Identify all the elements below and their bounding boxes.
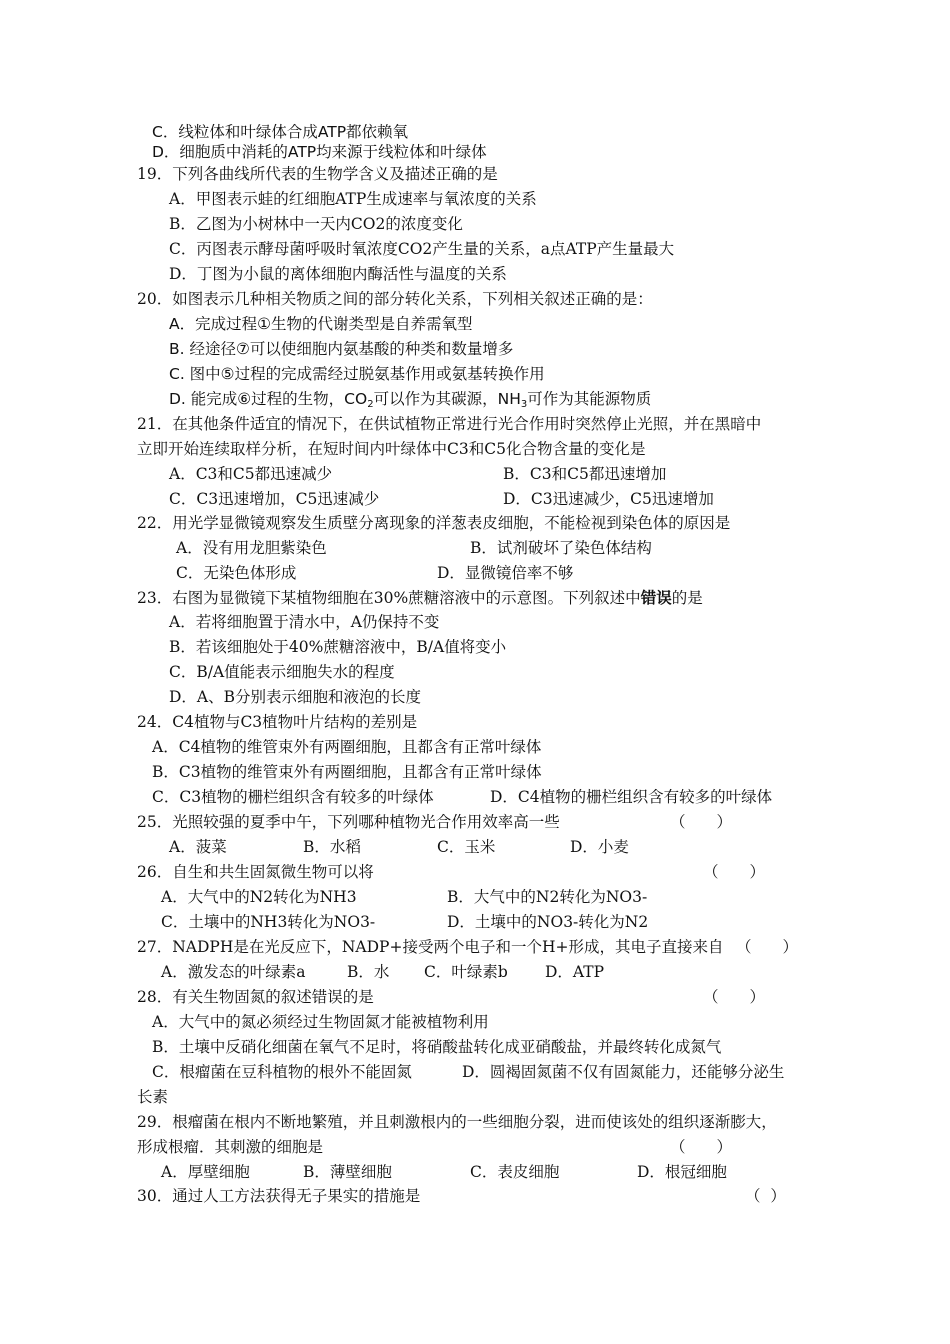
q29-option-d: D．根冠细胞	[637, 1163, 727, 1181]
q29-option-c: C．表皮细胞	[470, 1163, 560, 1181]
q30-answer-blank: （ ）	[745, 1187, 786, 1205]
q24-option-c: C．C3植物的栅栏组织含有较多的叶绿体	[152, 788, 434, 806]
q20-d-part2: 可以作为其碳源，NH	[373, 390, 521, 408]
q26-option-c: C．土壤中的NH3转化为NO3-	[161, 913, 376, 931]
q28-option-a: A．大气中的氮必须经过生物固氮才能被植物利用	[152, 1013, 489, 1031]
q26-option-b: B．大气中的N2转化为NO3-	[447, 888, 648, 906]
q28-answer-blank: （ ）	[703, 988, 766, 1006]
q28-option-b: B．土壤中反硝化细菌在氧气不足时，将硝酸盐转化成亚硝酸盐，并最终转化成氮气	[152, 1038, 722, 1056]
q19-option-d: D．丁图为小鼠的离体细胞内酶活性与温度的关系	[169, 265, 507, 283]
q28-option-d-cont: 长素	[137, 1088, 169, 1106]
q25-option-c: C．玉米	[437, 838, 496, 856]
q29-option-a: A．厚壁细胞	[161, 1163, 250, 1181]
q23-stem-part1: 23．右图为显微镜下某植物细胞在30%蔗糖溶液中的示意图。下列叙述中	[137, 589, 641, 607]
q25-option-b: B．水稻	[303, 838, 361, 856]
q29-option-b: B．薄壁细胞	[303, 1163, 392, 1181]
q19-option-a: A．甲图表示蛙的红细胞ATP生成速率与氧浓度的关系	[169, 190, 537, 208]
q23-option-d: D．A、B分别表示细胞和液泡的长度	[169, 688, 422, 706]
q28-stem: 28．有关生物固氮的叙述错误的是	[137, 988, 374, 1006]
q19-option-b: B．乙图为小树林中一天内CO2的浓度变化	[169, 215, 463, 233]
q23-option-c: C．B/A值能表示细胞失水的程度	[169, 663, 395, 681]
q26-stem: 26．自生和共生固氮微生物可以将	[137, 863, 374, 881]
q20-d-part3: 可作为其能源物质	[527, 390, 652, 408]
q23-stem-part2: 的是	[671, 589, 703, 607]
q28-option-d: D．圆褐固氮菌不仅有固氮能力，还能够分泌生	[462, 1063, 785, 1081]
co2-subscript: 2	[367, 399, 374, 410]
q21-option-b: B．C3和C5都迅速增加	[503, 465, 667, 483]
q19-stem: 19．下列各曲线所代表的生物学含义及描述正确的是	[137, 165, 498, 183]
q29-stem-line2: 形成根瘤．其刺激的细胞是	[137, 1138, 324, 1156]
q18-option-d: D．细胞质中消耗的ATP均来源于线粒体和叶绿体	[152, 143, 487, 161]
q23-option-b: B．若该细胞处于40%蔗糖溶液中，B/A值将变小	[169, 638, 507, 656]
nh3-subscript: 3	[520, 399, 528, 410]
q30-stem: 30．通过人工方法获得无子果实的措施是	[137, 1187, 421, 1205]
q25-answer-blank: （ ）	[670, 813, 733, 831]
q19-option-c: C．丙图表示酵母菌呼吸时氧浓度CO2产生量的关系，a点ATP产生量最大	[169, 240, 675, 258]
q25-option-a: A．菠菜	[169, 838, 227, 856]
q26-answer-blank: （ ）	[703, 863, 766, 881]
q27-answer-blank: （ ）	[736, 938, 799, 956]
q20-option-b: B. 经途径⑦可以使细胞内氨基酸的种类和数量增多	[169, 340, 514, 358]
q20-option-c: C. 图中⑤过程的完成需经过脱氨基作用或氨基转换作用	[169, 365, 545, 383]
q21-stem-line1: 21．在其他条件适宜的情况下，在供试植物正常进行光合作用时突然停止光照，并在黑暗中	[137, 415, 762, 433]
q25-option-d: D．小麦	[570, 838, 629, 856]
q27-option-a: A．激发态的叶绿素a	[161, 963, 306, 981]
q22-option-c: C．无染色体形成	[176, 564, 297, 582]
q23-stem	[137, 587, 703, 609]
q20-stem: 20．如图表示几种相关物质之间的部分转化关系，下列相关叙述正确的是：	[137, 290, 653, 308]
q24-option-a: A．C4植物的维管束外有两圈细胞，且都含有正常叶绿体	[152, 738, 542, 756]
q28-option-c: C．根瘤菌在豆科植物的根外不能固氮	[152, 1063, 412, 1081]
q24-stem: 24．C4植物与C3植物叶片结构的差别是	[137, 713, 418, 731]
q27-stem: 27．NADPH是在光反应下，NADP+接受两个电子和一个H+形成，其电子直接来自	[137, 938, 724, 956]
q24-option-b: B．C3植物的维管束外有两圈细胞，且都含有正常叶绿体	[152, 763, 542, 781]
q26-option-d: D．土壤中的NO3-转化为N2	[447, 913, 649, 931]
q22-option-d: D．显微镜倍率不够	[437, 564, 574, 582]
q22-option-b: B．试剂破坏了染色体结构	[470, 539, 652, 557]
q21-option-d: D．C3迅速减少，C5迅速增加	[503, 490, 714, 508]
q27-option-d: D．ATP	[545, 963, 605, 981]
q27-option-c: C．叶绿素b	[424, 963, 508, 981]
q21-option-a: A．C3和C5都迅速减少	[169, 465, 333, 483]
q26-option-a: A．大气中的N2转化为NH3	[161, 888, 357, 906]
q25-stem: 25．光照较强的夏季中午，下列哪种植物光合作用效率高一些	[137, 813, 560, 831]
q20-d-part1: D. 能完成⑥过程的生物，CO	[169, 390, 368, 408]
q20-option-a: A．完成过程①生物的代谢类型是自养需氧型	[169, 315, 473, 333]
q27-option-b: B．水	[347, 963, 390, 981]
q20-option-d	[169, 388, 651, 410]
q29-answer-blank: （ ）	[670, 1138, 733, 1156]
q24-option-d: D．C4植物的栅栏组织含有较多的叶绿体	[490, 788, 773, 806]
q22-stem: 22．用光学显微镜观察发生质壁分离现象的洋葱表皮细胞，不能检视到染色体的原因是	[137, 514, 731, 532]
q21-option-c: C．C3迅速增加，C5迅速减少	[169, 490, 380, 508]
q23-option-a: A．若将细胞置于清水中，A仍保持不变	[169, 613, 440, 631]
q29-stem-line1: 29．根瘤菌在根内不断地繁殖，并且刺激根内的一些细胞分裂，进而使该处的组织逐渐膨大，	[137, 1113, 777, 1131]
q21-stem-line2: 立即开始连续取样分析，在短时间内叶绿体中C3和C5化合物含量的变化是	[137, 440, 646, 458]
q18-option-c: C．线粒体和叶绿体合成ATP都依赖氧	[152, 123, 409, 141]
q23-emphasis: 错误	[640, 588, 672, 607]
q22-option-a: A．没有用龙胆紫染色	[176, 539, 327, 557]
